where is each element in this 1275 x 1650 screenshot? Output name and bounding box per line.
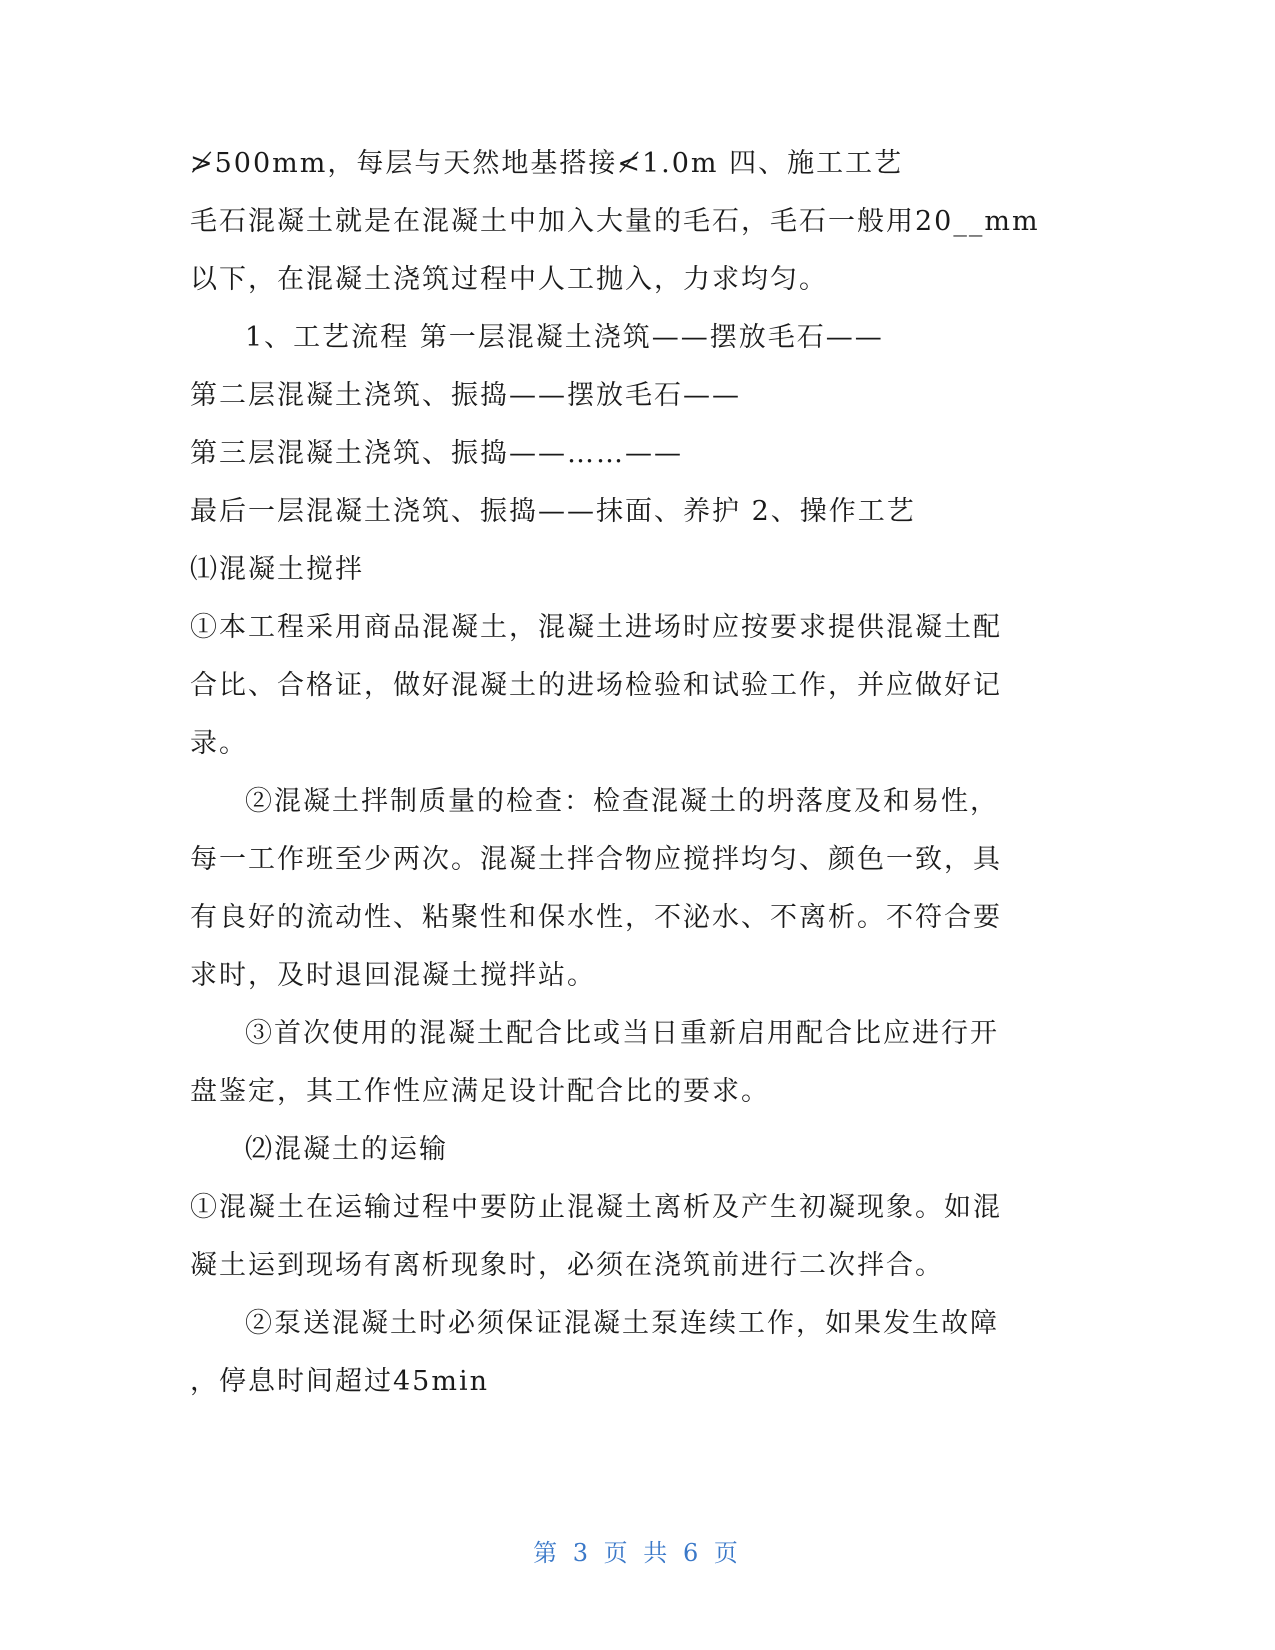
text-line: ②泵送混凝土时必须保证混凝土泵连续工作，如果发生故障 (245, 1308, 999, 1339)
text-line: 最后一层混凝土浇筑、振捣——抹面、养护 2、操作工艺 (190, 496, 916, 527)
text-line: 第二层混凝土浇筑、振捣——摆放毛石—— (190, 380, 741, 411)
text-line: 求时，及时退回混凝土搅拌站。 (190, 960, 596, 991)
text-line: 1、工艺流程 第一层混凝土浇筑——摆放毛石—— (245, 322, 884, 353)
page-number: 第 3 页 共 6 页 (533, 1539, 742, 1567)
text-line: 凝土运到现场有离析现象时，必须在浇筑前进行二次拌合。 (190, 1250, 944, 1281)
section-heading: ⑴混凝土搅拌 (190, 554, 364, 585)
text-line: 每一工作班至少两次。混凝土拌合物应搅拌均匀、颜色一致，具 (190, 844, 1002, 875)
text-line: 以下，在混凝土浇筑过程中人工抛入，力求均匀。 (190, 264, 828, 295)
text-line: 第三层混凝土浇筑、振捣——……—— (190, 438, 683, 469)
text-line: ，停息时间超过45min (190, 1366, 489, 1397)
text-line: 合比、合格证，做好混凝土的进场检验和试验工作，并应做好记 (190, 670, 1002, 701)
text-line: ②混凝土拌制质量的检查：检查混凝土的坍落度及和易性， (245, 786, 999, 817)
text-line: 毛石混凝土就是在混凝土中加入大量的毛石，毛石一般用20__mm (190, 206, 1040, 237)
text-line: ≯500mm，每层与天然地基搭接≮1.0m 四、施工工艺 (190, 148, 904, 179)
text-line: ③首次使用的混凝土配合比或当日重新启用配合比应进行开 (245, 1018, 999, 1049)
text-line: 盘鉴定，其工作性应满足设计配合比的要求。 (190, 1076, 770, 1107)
text-line: ①本工程采用商品混凝土，混凝土进场时应按要求提供混凝土配 (190, 612, 1002, 643)
text-line: 录。 (190, 728, 248, 759)
text-line: 有良好的流动性、粘聚性和保水性，不泌水、不离析。不符合要 (190, 902, 1002, 933)
text-line: ①混凝土在运输过程中要防止混凝土离析及产生初凝现象。如混 (190, 1192, 1002, 1223)
section-heading: ⑵混凝土的运输 (245, 1134, 448, 1165)
